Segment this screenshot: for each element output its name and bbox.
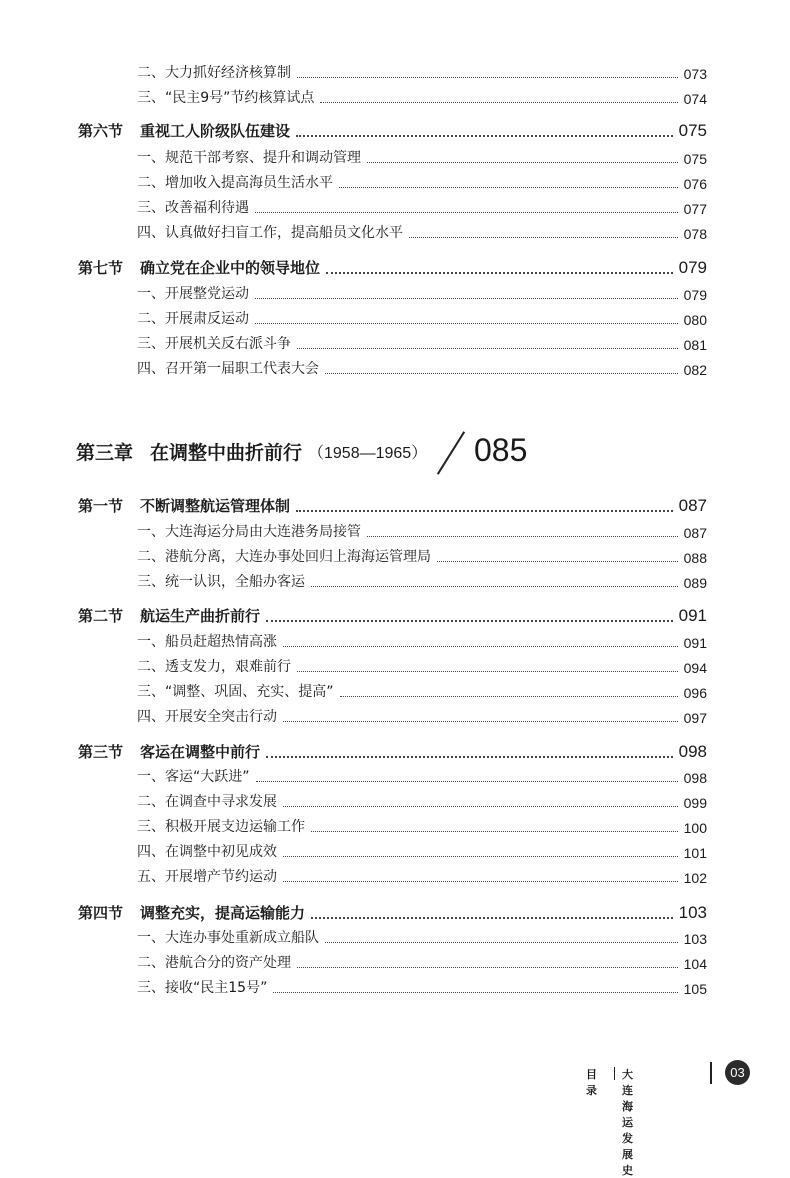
toc-item-page: 105 (683, 981, 707, 997)
toc-item[interactable] (137, 353, 707, 378)
dot-leader (325, 373, 678, 374)
slash-divider (437, 431, 465, 474)
toc-item-title: 一、客运“大跃进” (137, 769, 250, 785)
toc-item-page: 097 (683, 710, 707, 726)
toc-section-title: 重视工人阶级队伍建设 (140, 122, 291, 140)
dot-leader (297, 671, 678, 672)
toc-item-page: 077 (683, 201, 707, 217)
chapter-title: 在调整中曲折前行 (150, 442, 303, 464)
chapter-label: 第三章 (76, 442, 134, 464)
chapter-page: 085 (474, 432, 528, 468)
toc-item-title: 三、接收“民主15号” (137, 980, 268, 996)
toc-section-page: 098 (678, 742, 707, 761)
toc-item[interactable] (137, 328, 707, 353)
toc-item[interactable] (137, 167, 707, 192)
footer-section-label: 目录 (586, 1068, 597, 1097)
toc-item-page: 103 (683, 931, 707, 947)
toc-item-title: 三、“民主9号”节约核算试点 (137, 90, 315, 106)
toc-section-page: 091 (678, 606, 707, 625)
dot-leader (255, 298, 678, 299)
toc-item-title: 三、积极开展支边运输工作 (137, 819, 305, 835)
dot-leader (296, 135, 673, 137)
toc-item[interactable] (137, 651, 707, 676)
toc-item[interactable] (137, 82, 707, 107)
dot-leader (283, 856, 678, 857)
dot-leader (325, 942, 678, 943)
dot-leader (320, 102, 677, 103)
toc-item-title: 二、增加收入提高海员生活水平 (137, 175, 333, 191)
dot-leader (273, 992, 677, 993)
toc-item[interactable] (137, 541, 707, 566)
dot-leader (367, 162, 678, 163)
toc-section-label: 第二节 (78, 607, 124, 625)
toc-section-title: 客运在调整中前行 (140, 743, 261, 761)
toc-item-title: 二、港航合分的资产处理 (137, 955, 291, 971)
dot-leader (367, 536, 678, 537)
chapter-heading[interactable] (76, 430, 676, 480)
toc-item-page: 078 (683, 226, 707, 242)
toc-item-title: 一、大连海运分局由大连港务局接管 (137, 524, 361, 540)
footer-divider (710, 1062, 712, 1084)
toc-item[interactable] (137, 192, 707, 217)
dot-leader (255, 212, 678, 213)
toc-section-label: 第六节 (78, 122, 124, 140)
dot-leader (255, 323, 678, 324)
toc-item-page: 094 (683, 660, 707, 676)
dot-leader (256, 781, 678, 782)
toc-section-label: 第一节 (78, 497, 124, 515)
toc-item-page: 082 (683, 362, 707, 378)
footer-page-number: 03 (725, 1060, 750, 1085)
toc-item-title: 三、统一认识，全船办客运 (137, 574, 305, 590)
toc-item[interactable] (137, 811, 707, 836)
toc-item[interactable] (137, 626, 707, 651)
toc-item[interactable] (137, 142, 707, 167)
toc-section-page: 079 (678, 258, 707, 277)
dot-leader (283, 881, 678, 882)
toc-section-title: 不断调整航运管理体制 (140, 497, 291, 515)
toc-item-title: 二、透支发力，艰难前行 (137, 659, 291, 675)
dot-leader (266, 756, 673, 758)
toc-item-page: 073 (683, 66, 707, 82)
dot-leader (326, 272, 673, 274)
toc-item-page: 089 (683, 575, 707, 591)
toc-section-title: 确立党在企业中的领导地位 (140, 259, 321, 277)
toc-item[interactable] (137, 217, 707, 242)
dot-leader (297, 348, 678, 349)
toc-item-page: 088 (683, 550, 707, 566)
toc-item-title: 一、规范干部考察、提升和调动管理 (137, 150, 361, 166)
dot-leader (409, 237, 678, 238)
toc-section-page: 075 (678, 121, 707, 140)
toc-item-title: 四、召开第一届职工代表大会 (137, 361, 319, 377)
toc-item-title: 二、在调查中寻求发展 (137, 794, 277, 810)
footer-separator (614, 1067, 615, 1080)
toc-item[interactable] (137, 516, 707, 541)
dot-leader (266, 620, 673, 622)
toc-item-title: 四、开展安全突击行动 (137, 709, 277, 725)
toc-item-page: 102 (683, 870, 707, 886)
toc-section-label: 第三节 (78, 743, 124, 761)
toc-item-title: 二、开展肃反运动 (137, 311, 249, 327)
toc-item[interactable] (137, 947, 707, 972)
footer-book-title: 大连海运发展史 (622, 1068, 633, 1177)
toc-item[interactable] (137, 278, 707, 303)
toc-item-page: 075 (683, 151, 707, 167)
toc-item-page: 079 (683, 287, 707, 303)
toc-item-page: 099 (683, 795, 707, 811)
toc-section[interactable] (78, 896, 707, 923)
toc-item-page: 100 (683, 820, 707, 836)
toc-item-title: 二、大力抓好经济核算制 (137, 65, 291, 81)
toc-item-title: 三、“调整、巩固、充实、提高” (137, 684, 334, 700)
toc-item-page: 087 (683, 525, 707, 541)
dot-leader (311, 586, 678, 587)
toc-item-title: 一、船员赶超热情高涨 (137, 634, 277, 650)
toc-item[interactable] (137, 303, 707, 328)
toc-section[interactable] (78, 599, 707, 626)
toc-section[interactable] (78, 251, 707, 278)
toc-item-page: 081 (683, 337, 707, 353)
toc-item[interactable] (137, 786, 707, 811)
toc-item-page: 104 (683, 956, 707, 972)
dot-leader (339, 187, 678, 188)
toc-item-title: 一、开展整党运动 (137, 286, 249, 302)
toc-item[interactable] (137, 972, 707, 997)
toc-section-page: 103 (678, 903, 707, 922)
toc-item-page: 076 (683, 176, 707, 192)
toc-section-label: 第七节 (78, 259, 124, 277)
toc-item[interactable] (137, 861, 707, 886)
dot-leader (297, 77, 678, 78)
toc-item-page: 074 (683, 91, 707, 107)
toc-item-page: 080 (683, 312, 707, 328)
chapter-years: （1958—1965） (308, 445, 428, 462)
toc-section-page: 087 (678, 496, 707, 515)
toc-item-page: 098 (683, 770, 707, 786)
toc-item[interactable] (137, 922, 707, 947)
toc-item[interactable] (137, 761, 707, 786)
toc-item-title: 二、港航分离，大连办事处回归上海海运管理局 (137, 549, 431, 565)
toc-section-title: 航运生产曲折前行 (140, 607, 261, 625)
dot-leader (311, 831, 678, 832)
dot-leader (340, 696, 678, 697)
toc-item-title: 五、开展增产节约运动 (137, 869, 277, 885)
dot-leader (283, 806, 678, 807)
toc-item[interactable] (137, 836, 707, 861)
toc-item-title: 四、在调整中初见成效 (137, 844, 277, 860)
dot-leader (296, 510, 673, 512)
toc-item-page: 096 (683, 685, 707, 701)
toc-item[interactable] (137, 566, 707, 591)
dot-leader (297, 967, 678, 968)
toc-item[interactable] (137, 701, 707, 726)
toc-section-title: 调整充实，提高运输能力 (140, 904, 306, 922)
toc-section[interactable] (78, 489, 707, 516)
dot-leader (283, 721, 678, 722)
toc-section-label: 第四节 (78, 904, 124, 922)
toc-item-title: 四、认真做好扫盲工作，提高船员文化水平 (137, 225, 403, 241)
dot-leader (311, 917, 673, 919)
toc-item[interactable] (137, 676, 707, 701)
dot-leader (283, 646, 678, 647)
toc-section[interactable] (78, 114, 707, 141)
toc-item-title: 三、开展机关反右派斗争 (137, 336, 291, 352)
toc-item-title: 一、大连办事处重新成立船队 (137, 930, 319, 946)
toc-item-page: 101 (683, 845, 707, 861)
toc-item[interactable] (137, 57, 707, 82)
toc-section[interactable] (78, 735, 707, 762)
toc-item-page: 091 (683, 635, 707, 651)
dot-leader (437, 561, 678, 562)
toc-item-title: 三、改善福利待遇 (137, 200, 249, 216)
